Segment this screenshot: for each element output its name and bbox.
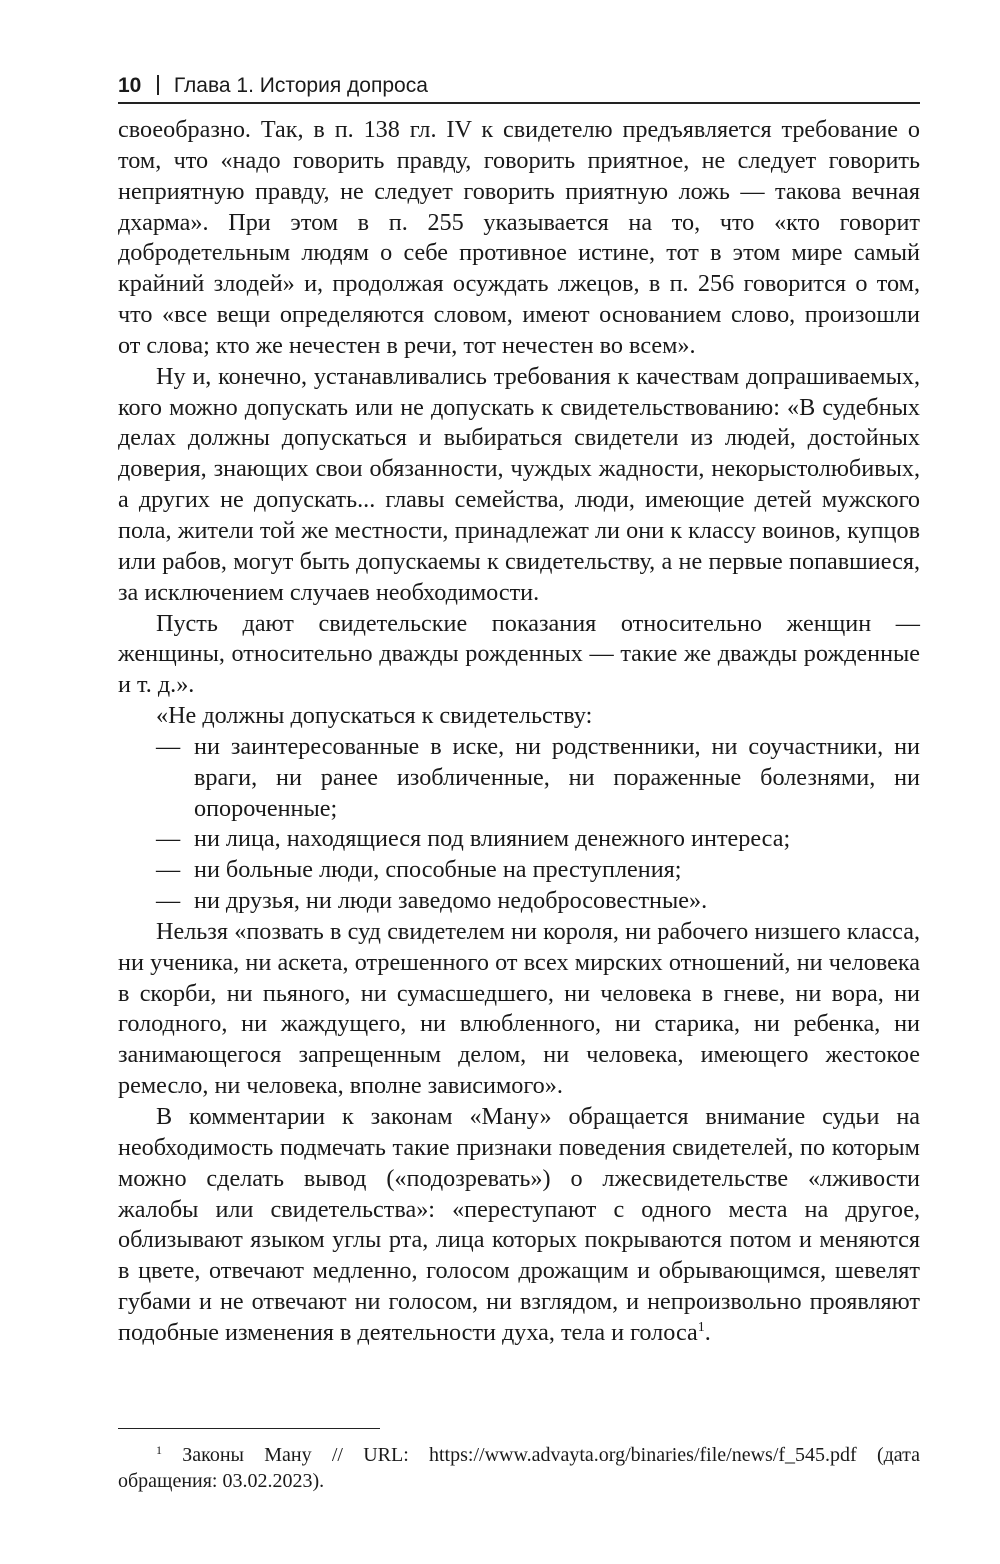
header-separator <box>157 75 159 95</box>
footnote-text: Законы Ману // URL: https://www.advayta.org/binaries/file/news/f_545.pdf (дата обращения: 03.02.2023). <box>118 1444 920 1492</box>
paragraph: Нельзя «позвать в суд свидетелем ни короля, ни рабочего низшего класса, ни ученика, ни аскета, отрешенного от всех мирских отношений, ни человека в скорби, ни пьяного, ни сумасшедшего, ни человека в гневе, ни вора, ни голодного, ни жаждущего, ни влюбленного, ни старика, ни ребенка, ни занимающегося запрещенным делом, ни человека, имеющего жестокое ремесло, ни человека, вполне зависимого». <box>118 917 920 1100</box>
list-item-text: ни друзья, ни люди заведомо недобросовестные». <box>194 887 708 915</box>
footnote-reference[interactable]: 1 <box>697 1319 705 1335</box>
paragraph: Пусть дают свидетельские показания относительно женщин — женщины, относительно дважды рожденных — такие же дважды рожденные и т. д.». <box>118 609 920 699</box>
list-dash: — <box>156 825 181 853</box>
paragraph-end: . <box>704 1318 711 1346</box>
list-item-text: ни заинтересованные в иске, ни родственники, ни соучастники, ни враги, ни ранее изобличенные, ни пораженные болезнями, ни опороченные; <box>194 732 920 822</box>
paragraph-continued: своеобразно. Так, в п. 138 гл. IV к свидетелю предъявляется требование о том, что «надо говорить правду, говорить приятное, не следует говорить неприятную правду, не следует говорить приятную ложь — такова вечная дхарма». При этом в п. 255 указывается на то, что «кто говорит добродетельным людям о себе противное истине, тот в этом мире самый крайний злодей» и, продолжая осуждать лжецов, в п. 256 говорится о том, что «все вещи определяются словом, имеют основанием слово, произошли от слова; кто же нечестен в речи, тот нечестен во всем». <box>118 116 920 359</box>
page-number: 10 <box>118 74 142 97</box>
footnote <box>118 1442 920 1494</box>
footnote-divider <box>118 1428 380 1429</box>
list-item <box>118 732 920 825</box>
paragraph: Ну и, конечно, устанавливались требования к качествам допрашиваемых, кого можно допускать или не допускать к свидетельствованию: «В судебных делах должны допускаться и выбираться свидетели из людей, достойных доверия, знающих свои обязанности, чуждых жадности, некорыстолюбивых, а других не допускать... главы семейства, люди, имеющие детей мужского пола, жители той же местности, принадлежат ли они к классу воинов, купцов или рабов, могут быть допускаемы к свидетельству, а не первые попавшиеся, за исключением случаев необходимости. <box>118 362 920 606</box>
paragraph-with-footnote <box>118 1102 920 1349</box>
chapter-title: Глава 1. История допроса <box>173 74 428 97</box>
footnote-number: 1 <box>156 1443 162 1457</box>
footnote-text-block <box>118 1442 920 1494</box>
list-dash: — <box>156 887 181 915</box>
running-header <box>118 72 920 104</box>
list-intro: «Не должны допускаться к свидетельству: <box>156 702 593 730</box>
list-item <box>118 886 920 917</box>
list-dash: — <box>156 856 181 884</box>
list-item <box>118 824 920 855</box>
exclusion-list <box>118 732 920 917</box>
main-text <box>118 115 920 1349</box>
list-item-text: ни лица, находящиеся под влиянием денежного интереса; <box>194 825 791 853</box>
list-dash: — <box>156 732 181 760</box>
list-item <box>118 855 920 886</box>
paragraph-text: В комментарии к законам «Ману» обращается внимание судьи на необходимость подмечать такие признаки поведения свидетелей, по которым можно сделать вывод («подозревать») о лжесвидетельстве «лживости жалобы или свидетельства»: «переступают с одного места на другое, облизывают языком углы рта, лица которых покрываются потом и меняются в цвете, отвечают медленно, голосом дрожащим и обрывающимся, шевелят губами и не отвечают ни голосом, ни взглядом, и непроизвольно проявляют подобные изменения в деятельности духа, тела и голоса <box>118 1103 920 1346</box>
list-item-text: ни больные люди, способные на преступления; <box>194 856 682 884</box>
